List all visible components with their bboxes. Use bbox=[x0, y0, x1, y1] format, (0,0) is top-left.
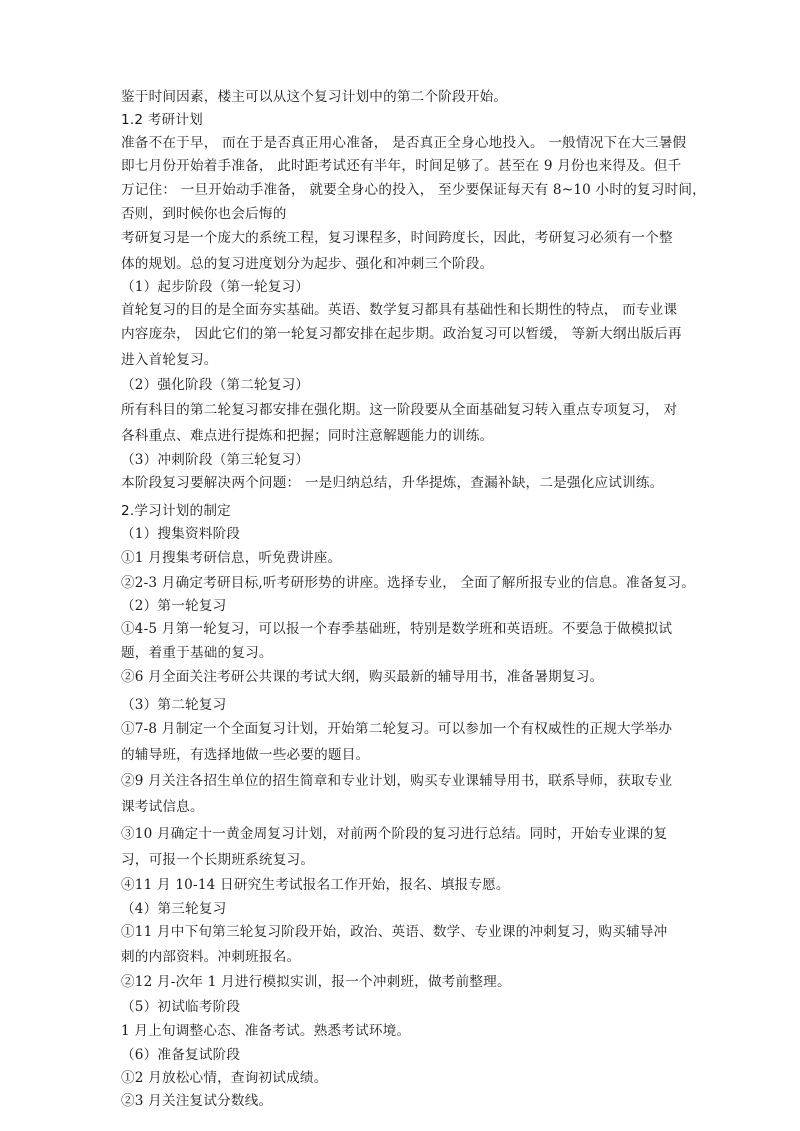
text-line: 即七月份开始着手准备， 此时距考试还有半年，时间足够了。甚至在 9 月份也来得及。但千 bbox=[121, 158, 682, 174]
list-item: ②2-3 月确定考研目标,听考研形势的讲座。选择专业， 全面了解所报专业的信息。准备复习。 bbox=[121, 575, 696, 591]
section-heading: 1.2 考研计划 bbox=[121, 112, 203, 128]
subsection-heading: （3）冲刺阶段（第三轮复习） bbox=[121, 452, 310, 468]
text-line: 各科重点、难点进行提炼和把握；同时注意解题能力的训练。 bbox=[121, 428, 494, 444]
subsection-heading: （6）准备复试阶段 bbox=[121, 1047, 241, 1063]
list-item: ②6 月全面关注考研公共课的考试大纲，购买最新的辅导用书，准备暑期复习。 bbox=[121, 669, 604, 685]
text-line: 刺的内部资料。冲刺班报名。 bbox=[121, 949, 301, 965]
list-item: ③10 月确定十一黄金周复习计划，对前两个阶段的复习进行总结。同时，开始专业课的复 bbox=[121, 826, 668, 842]
subsection-heading: （1）搜集资料阶段 bbox=[121, 526, 241, 542]
text-line: 鉴于时间因素，楼主可以从这个复习计划中的第二个阶段开始。 bbox=[121, 89, 508, 105]
subsection-heading: （4）第三轮复习 bbox=[121, 901, 227, 917]
text-line: 考研复习是一个庞大的系统工程，复习课程多，时间跨度长，因此，考研复习必须有一个整 bbox=[121, 230, 673, 246]
text-line: 进入首轮复习。 bbox=[121, 352, 218, 368]
text-line: 课考试信息。 bbox=[121, 799, 204, 815]
list-item: ②12 月-次年 1 月进行模拟实训，报一个冲刺班，做考前整理。 bbox=[121, 974, 511, 990]
subsection-heading: （5）初试临考阶段 bbox=[121, 999, 241, 1015]
list-item: ①11 月中下旬第三轮复习阶段开始，政治、英语、数学、专业课的冲刺复习，购买辅导冲 bbox=[121, 924, 668, 940]
subsection-heading: （1）起步阶段（第一轮复习） bbox=[121, 279, 310, 295]
text-line: 首轮复习的目的是全面夯实基础。英语、数学复习都具有基础性和长期性的特点， 而专业课 bbox=[121, 302, 678, 318]
text-line: 否则，到时候你也会后悔的 bbox=[121, 206, 287, 222]
text-line: 的辅导班，有选择地做一些必要的题目。 bbox=[121, 747, 370, 763]
list-item: ①1 月搜集考研信息，听免费讲座。 bbox=[121, 550, 342, 566]
text-line: 内容庞杂， 因此它们的第一轮复习都安排在起步期。政治复习可以暂缓， 等新大纲出版后再 bbox=[121, 326, 682, 342]
text-line: 1 月上旬调整心态、准备考试。熟悉考试环境。 bbox=[121, 1023, 411, 1039]
list-item: ①2 月放松心情，查询初试成绩。 bbox=[121, 1070, 328, 1086]
text-line: 本阶段复习要解决两个问题： 一是归纳总结，升华提炼，查漏补缺，二是强化应试训练。 bbox=[121, 475, 664, 491]
list-item: ②9 月关注各招生单位的招生简章和专业计划，购买专业课辅导用书，联系导师，获取专业 bbox=[121, 773, 673, 789]
list-item: ①4-5 月第一轮复习，可以报一个春季基础班，特别是数学班和英语班。不要急于做模拟试 bbox=[121, 621, 673, 637]
text-line: 体的规划。总的复习进度划分为起步、强化和冲刺三个阶段。 bbox=[121, 256, 494, 272]
list-item: ①7-8 月制定一个全面复习计划，开始第二轮复习。可以参加一个有权威性的正规大学举办 bbox=[121, 721, 673, 737]
text-line: 万记住： 一旦开始动手准备， 就要全身心的投入， 至少要保证每天有 8~10 小时的复习时间， bbox=[121, 182, 706, 198]
list-item: ④11 月 10-14 日研究生考试报名工作开始，报名、填报专愿。 bbox=[121, 877, 510, 893]
list-item: ②3 月关注复试分数线。 bbox=[121, 1093, 273, 1109]
text-line: 准备不在于早， 而在于是否真正用心准备， 是否真正全身心地投入。 一般情况下在大三暑假 bbox=[121, 135, 687, 151]
section-heading: 2.学习计划的制定 bbox=[121, 503, 231, 519]
subsection-heading: （3）第二轮复习 bbox=[121, 697, 227, 713]
subsection-heading: （2）第一轮复习 bbox=[121, 598, 227, 614]
text-line: 习，可报一个长期班系统复习。 bbox=[121, 852, 315, 868]
text-line: 所有科目的第二轮复习都安排在强化期。这一阶段要从全面基础复习转入重点专项复习， 对 bbox=[121, 402, 678, 418]
subsection-heading: （2）强化阶段（第二轮复习） bbox=[121, 377, 310, 393]
text-line: 题，着重于基础的复习。 bbox=[121, 645, 273, 661]
